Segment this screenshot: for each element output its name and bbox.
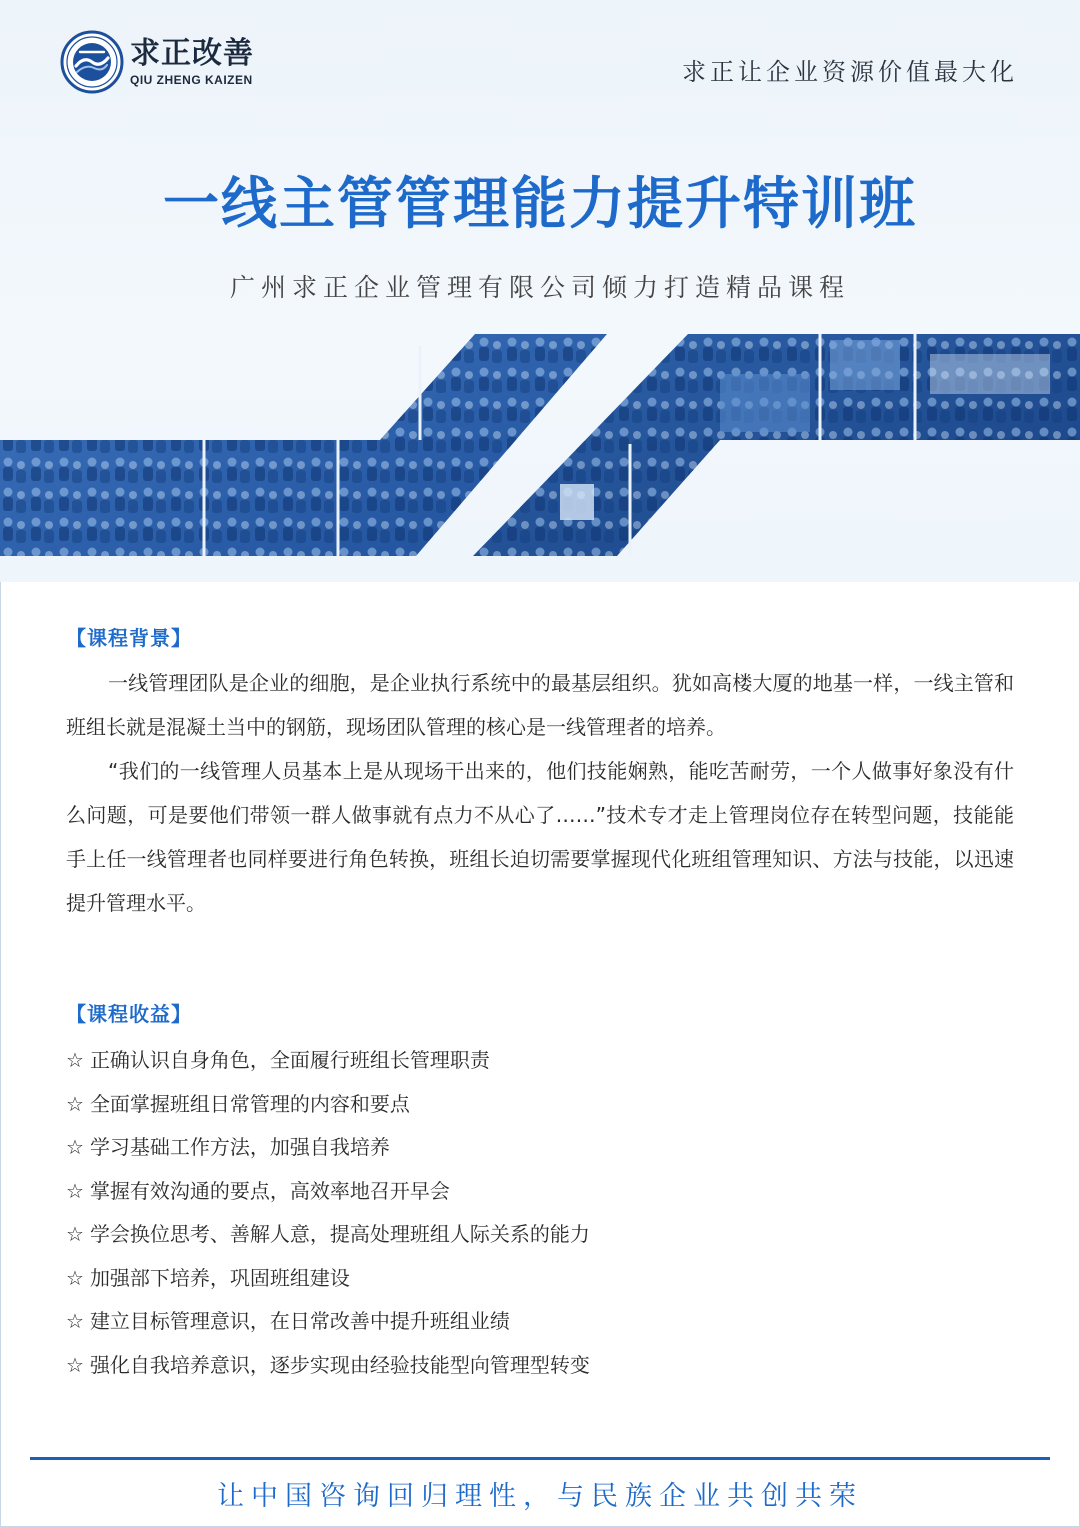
benefit-text: 学会换位思考、善解人意，提高处理班组人际关系的能力 bbox=[89, 1222, 590, 1246]
star-icon: ☆ bbox=[66, 1352, 84, 1377]
list-item bbox=[66, 1126, 1014, 1170]
course-benefits-heading: 【课程收益】 bbox=[66, 1002, 192, 1026]
logo-emblem-icon bbox=[60, 30, 124, 94]
footer-slogan: 让中国咨询回归理性，与民族企业共创共荣 bbox=[217, 1481, 863, 1512]
benefit-text: 学习基础工作方法，加强自我培养 bbox=[89, 1135, 390, 1159]
course-background-heading: 【课程背景】 bbox=[66, 626, 192, 650]
list-item bbox=[66, 1300, 1014, 1344]
star-icon: ☆ bbox=[66, 1135, 84, 1159]
page-title: 一线主管管理能力提升特训班 bbox=[163, 172, 917, 237]
benefit-text: 强化自我培养意识，逐步实现由经验技能型向管理型转变 bbox=[89, 1352, 590, 1377]
list-item bbox=[66, 1257, 1014, 1301]
course-background-paragraph-1: 一线管理团队是企业的细胞，是企业执行系统中的最基层组织。犹如高楼大厦的地基一样，一线主管和班组长就是混凝土当中的钢筋，现场团队管理的核心是一线管理者的培养。 bbox=[66, 671, 1014, 739]
star-icon: ☆ bbox=[66, 1048, 84, 1072]
list-item bbox=[66, 1039, 1014, 1083]
benefit-text: 正确认识自身角色，全面履行班组长管理职责 bbox=[89, 1048, 490, 1072]
list-item bbox=[66, 1083, 1014, 1127]
course-background-section bbox=[66, 622, 1014, 925]
photo-banner bbox=[0, 334, 1080, 556]
list-item bbox=[66, 1344, 1014, 1388]
benefit-text: 加强部下培养，巩固班组建设 bbox=[89, 1265, 350, 1290]
star-icon: ☆ bbox=[66, 1178, 84, 1203]
star-icon: ☆ bbox=[66, 1222, 84, 1246]
logo-english-name: QIU ZHENG KAIZEN bbox=[130, 73, 253, 87]
star-icon: ☆ bbox=[66, 1309, 84, 1333]
logo-chinese-name: 求正改善 bbox=[130, 36, 254, 71]
benefits-list bbox=[66, 1039, 1014, 1387]
benefit-text: 全面掌握班组日常管理的内容和要点 bbox=[89, 1091, 410, 1116]
header-slogan: 求正让企业资源价值最大化 bbox=[682, 58, 1018, 86]
list-item bbox=[66, 1170, 1014, 1214]
page-subtitle: 广州求正企业管理有限公司倾力打造精品课程 bbox=[229, 273, 850, 302]
list-item bbox=[66, 1213, 1014, 1257]
course-background-paragraph-2: “我们的一线管理人员基本上是从现场干出来的，他们技能娴熟，能吃苦耐劳，一个人做事好象没有什么问题，可是要他们带领一群人做事就有点力不从心了……”技术专才走上管理岗位存在转型问题，技能能手上任一线管理者也同样要进行角色转换，班组长迫切需要掌握现代化班组管理知识、方法与技能，以迅速提升管理水平。 bbox=[66, 759, 1014, 915]
benefit-text: 掌握有效沟通的要点，高效率地召开早会 bbox=[89, 1178, 450, 1203]
star-icon: ☆ bbox=[66, 1265, 84, 1290]
benefit-text: 建立目标管理意识，在日常改善中提升班组业绩 bbox=[89, 1309, 510, 1333]
course-benefits-section bbox=[66, 998, 1014, 1387]
star-icon: ☆ bbox=[66, 1091, 84, 1116]
company-logo bbox=[60, 30, 254, 94]
footer-divider bbox=[30, 1457, 1050, 1460]
